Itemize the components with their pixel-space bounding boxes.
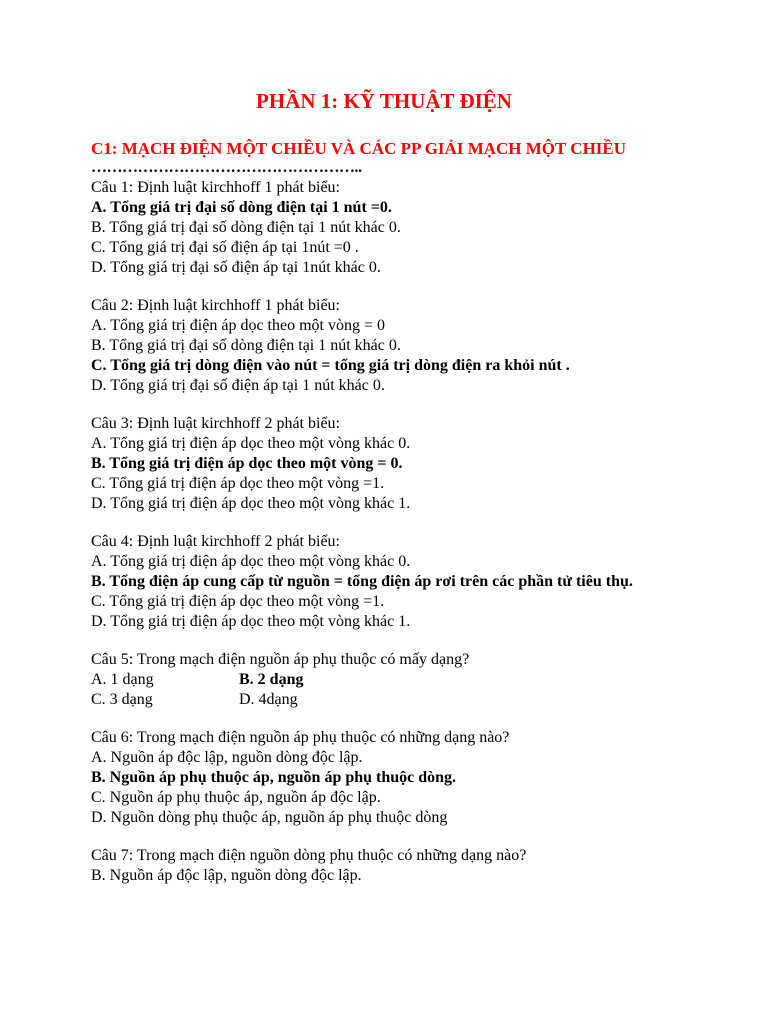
spacer: [91, 278, 691, 296]
question-block-1: [91, 178, 691, 278]
spacer: [91, 396, 691, 414]
question-block-3: [91, 414, 691, 514]
answer-option: A. Tổng giá trị điện áp dọc theo một vòng = 0: [91, 317, 386, 334]
question-text: Câu 6: Trong mạch điện nguồn áp phụ thuộc có những dạng nào?: [91, 729, 510, 746]
answer-option: D. Tổng giá trị đại số điện áp tại 1 nút khác 0.: [91, 377, 385, 394]
spacer: [91, 514, 691, 532]
question-block-7: [91, 846, 691, 886]
answer-option: A. Nguồn áp độc lập, nguồn dòng độc lập.: [91, 749, 363, 766]
question-text: Câu 3: Định luật kirchhoff 2 phát biểu:: [91, 415, 340, 432]
question-list: [91, 178, 691, 886]
answer-option: A. Tổng giá trị điện áp dọc theo một vòng khác 0.: [91, 553, 411, 570]
answer-option: A. Tổng giá trị điện áp dọc theo một vòng khác 0.: [91, 435, 411, 452]
answer-option: B. Nguồn áp độc lập, nguồn dòng độc lập.: [91, 867, 362, 884]
question-text: Câu 2: Định luật kirchhoff 1 phát biểu:: [91, 297, 340, 314]
answer-option: D. Tổng giá trị điện áp dọc theo một vòng khác 1.: [91, 495, 411, 512]
answer-option-correct: C. Tổng giá trị dòng điện vào nút = tổng giá trị dòng điện ra khỏi nút .: [91, 357, 570, 374]
answer-option: D. Tổng giá trị đại số điện áp tại 1nút khác 0.: [91, 259, 381, 276]
chapter-heading: C1: MẠCH ĐIỆN MỘT CHIỀU VÀ CÁC PP GIẢI MẠCH MỘT CHIỀU: [91, 139, 627, 158]
answer-option-correct: B. Tổng điện áp cung cấp từ nguồn = tổng điện áp rơi trên các phần tử tiêu thụ.: [91, 573, 633, 590]
answer-option: C. 3 dạng: [91, 691, 153, 708]
answer-option: D. Nguồn dòng phụ thuộc áp, nguồn áp phụ thuộc dòng: [91, 809, 448, 826]
answer-option-correct: B. Nguồn áp phụ thuộc áp, nguồn áp phụ thuộc dòng.: [91, 769, 457, 786]
question-text: Câu 4: Định luật kirchhoff 2 phát biểu:: [91, 533, 340, 550]
question-block-5: [91, 650, 691, 710]
answer-option: B. Tổng giá trị đại số dòng điện tại 1 nút khác 0.: [91, 219, 401, 236]
question-text: Câu 7: Trong mạch điện nguồn dòng phụ thuộc có những dạng nào?: [91, 847, 527, 864]
dotted-separator: ……………………………………………..: [91, 159, 362, 176]
answer-option: D. Tổng giá trị điện áp dọc theo một vòng khác 1.: [91, 613, 411, 630]
answer-option: D. 4dạng: [239, 691, 298, 708]
answer-row: [91, 670, 691, 690]
spacer: [91, 828, 691, 846]
answer-option: B. Tổng giá trị đại số dòng điện tại 1 nút khác 0.: [91, 337, 401, 354]
answer-option-correct: A. Tổng giá trị đại số dòng điện tại 1 nút =0.: [91, 199, 392, 216]
question-block-4: [91, 532, 691, 632]
answer-option-correct: B. 2 dạng: [239, 671, 304, 688]
spacer: [91, 710, 691, 728]
answer-row: [91, 690, 691, 710]
answer-option: C. Tổng giá trị đại số điện áp tại 1nút =0 .: [91, 239, 359, 256]
spacer: [91, 632, 691, 650]
answer-option: C. Tổng giá trị điện áp dọc theo một vòng =1.: [91, 593, 385, 610]
question-block-2: [91, 296, 691, 396]
question-text: Câu 5: Trong mạch điện nguồn áp phụ thuộc có mấy dạng?: [91, 651, 470, 668]
answer-option: A. 1 dạng: [91, 671, 154, 688]
answer-option: C. Tổng giá trị điện áp dọc theo một vòng =1.: [91, 475, 385, 492]
page-title: PHẦN 1: KỸ THUẬT ĐIỆN: [256, 89, 512, 113]
answer-option: C. Nguồn áp phụ thuộc áp, nguồn áp độc lập.: [91, 789, 381, 806]
question-block-6: [91, 728, 691, 828]
question-text: Câu 1: Định luật kirchhoff 1 phát biểu:: [91, 179, 340, 196]
answer-option-correct: B. Tổng giá trị điện áp dọc theo một vòng = 0.: [91, 455, 403, 472]
